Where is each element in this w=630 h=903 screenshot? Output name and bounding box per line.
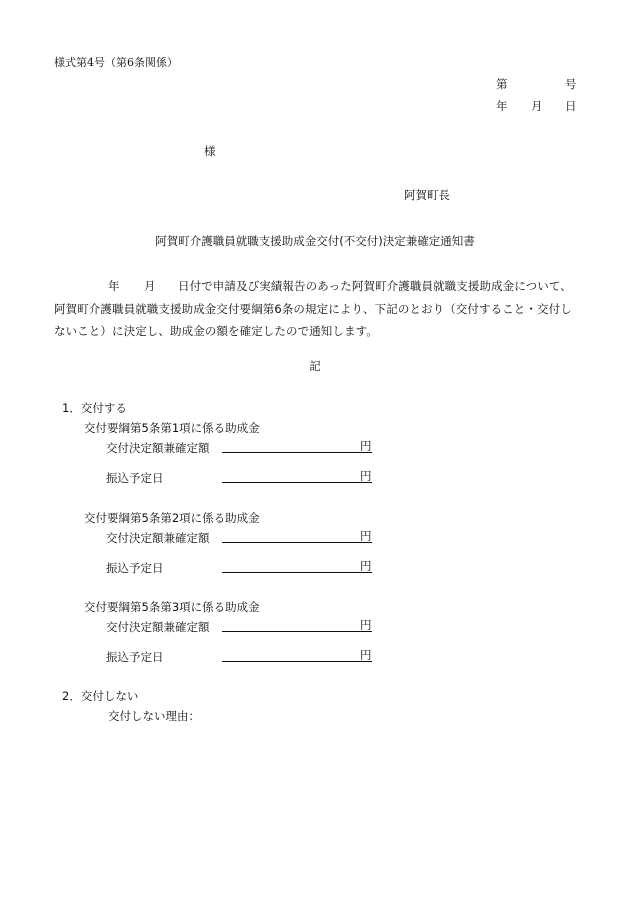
group-1-date-unit: 円 [360, 469, 372, 483]
amount-underline [222, 528, 372, 543]
group-1-date-field[interactable] [0, 468, 630, 486]
date-underline [222, 647, 372, 662]
group-2-date-unit: 円 [360, 559, 372, 573]
document-title: 阿賀町介護職員就職支援助成金交付(不交付)決定兼確定通知書 [155, 234, 475, 248]
reason-label: 交付しない理由： [108, 709, 200, 723]
group-3-amount-unit: 円 [360, 618, 372, 632]
ki-heading: 記 [309, 359, 321, 373]
date-month: 月 [531, 99, 543, 113]
doc-number-prefix: 第 [496, 77, 508, 91]
body-line-3: ないこと）に決定し、助成金の額を確定したので通知します。 [54, 324, 378, 338]
date-underline [222, 468, 372, 483]
group-1-title: 交付要綱第5条第1項に係る助成金 [84, 421, 260, 435]
group-2-title: 交付要綱第5条第2項に係る助成金 [84, 511, 260, 525]
reason-field[interactable] [200, 704, 500, 724]
group-3-amount-label: 交付決定額兼確定額 [106, 620, 210, 634]
group-2-amount-field[interactable] [0, 528, 630, 546]
form-number: 様式第4号（第6条関係） [54, 56, 178, 69]
group-1-amount-unit: 円 [360, 439, 372, 453]
amount-underline [222, 617, 372, 632]
group-1-amount-label: 交付決定額兼確定額 [106, 441, 210, 455]
body-line-2: 阿賀町介護職員就職支援助成金交付要綱第6条の規定により、下記のとおり（交付すること・交付し [54, 302, 572, 316]
addressee: 様 [204, 144, 216, 158]
group-1-amount-field[interactable] [0, 438, 630, 456]
section-1-heading: 1．交付する [62, 401, 127, 415]
group-3-date-field[interactable] [0, 647, 630, 665]
body-year: 年 [108, 279, 120, 293]
date-year: 年 [496, 99, 508, 113]
group-2-amount-unit: 円 [360, 529, 372, 543]
group-3-date-unit: 円 [360, 648, 372, 662]
group-1-date-label: 振込予定日 [106, 471, 164, 485]
group-2-date-label: 振込予定日 [106, 561, 164, 575]
group-2-amount-label: 交付決定額兼確定額 [106, 531, 210, 545]
group-2-date-field[interactable] [0, 558, 630, 576]
document-number [496, 76, 577, 92]
body-line-1-text: 日付で申請及び実績報告のあった阿賀町介護職員就職支援助成金について、 [178, 279, 572, 293]
date-day: 日 [565, 99, 577, 113]
doc-number-suffix: 号 [565, 77, 577, 91]
amount-underline [222, 438, 372, 453]
body-month: 月 [144, 279, 156, 293]
date-underline [222, 558, 372, 573]
group-3-title: 交付要綱第5条第3項に係る助成金 [84, 600, 260, 614]
issuer: 阿賀町長 [404, 188, 450, 202]
section-2-heading: 2．交付しない [62, 689, 139, 703]
group-3-amount-field[interactable] [0, 617, 630, 635]
group-3-date-label: 振込予定日 [106, 650, 164, 664]
